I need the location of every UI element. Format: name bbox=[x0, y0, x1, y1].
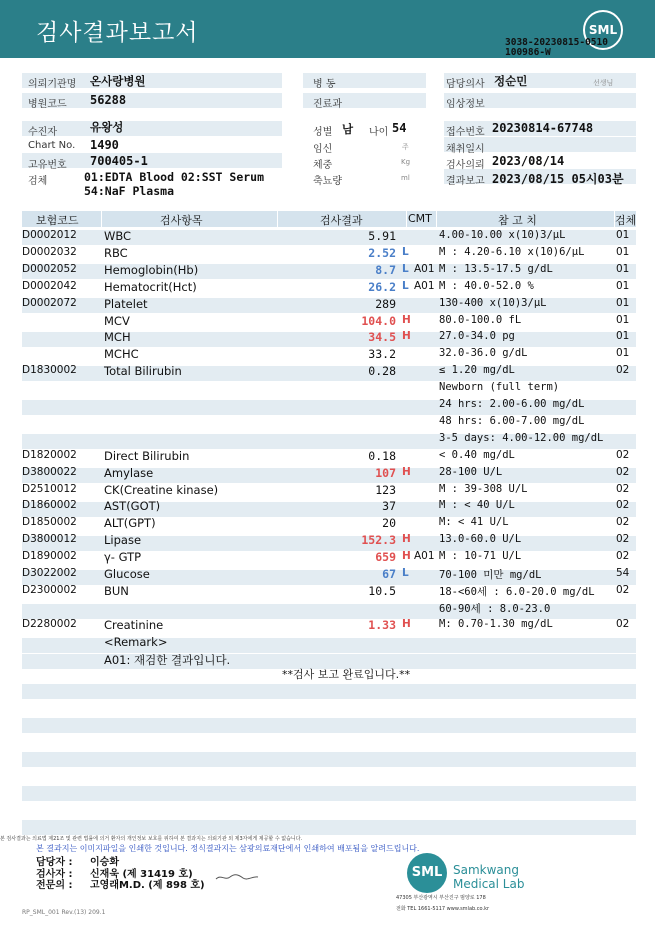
specimen-code: 01 bbox=[616, 296, 630, 309]
test-result: 20 bbox=[382, 516, 396, 531]
test-result: 8.7 bbox=[375, 262, 396, 277]
reference-range: M: 0.70-1.30 mg/dL bbox=[439, 617, 553, 630]
test-name: RBC bbox=[104, 245, 128, 260]
in-charge-value: 이승화 bbox=[90, 857, 119, 868]
report-complete-note: **검사 보고 완료입니다.** bbox=[282, 668, 411, 681]
insurance-code: D3800012 bbox=[22, 533, 77, 546]
sex-value: 남 bbox=[342, 122, 354, 136]
specimen-code: 01 bbox=[616, 279, 630, 292]
test-result: 123 bbox=[375, 482, 396, 497]
test-result: 34.5 bbox=[368, 330, 396, 345]
insurance-code: D0002032 bbox=[22, 245, 77, 258]
comment-code: A01 bbox=[414, 279, 435, 292]
column-divider bbox=[101, 211, 102, 227]
result-flag: L bbox=[402, 567, 409, 579]
specimen-value-1: 01:EDTA Blood 02:SST Serum bbox=[84, 170, 265, 184]
test-result: 0.28 bbox=[368, 364, 396, 379]
insurance-code: D1830002 bbox=[22, 364, 77, 377]
request-label: 검사의뢰 bbox=[446, 160, 485, 171]
result-flag: H bbox=[402, 617, 411, 630]
chart-value: 1490 bbox=[90, 138, 119, 152]
reference-range: M : 10-71 U/L bbox=[439, 550, 522, 563]
test-name: BUN bbox=[104, 583, 129, 598]
insurance-code: D2300002 bbox=[22, 583, 77, 596]
specimen-code: 54 bbox=[616, 567, 630, 579]
table-row bbox=[22, 650, 636, 667]
test-name: MCV bbox=[104, 313, 130, 328]
patient-value: 유왕성 bbox=[90, 120, 124, 134]
clinical-info-label: 임상정보 bbox=[446, 99, 485, 110]
fine-print: 본 검사결과는 의료법 제21조 및 관련 법률에 의거 환자의 개인정보 보호를 위하여 본 결과지는 의뢰기관 외 제3자에게 제공할 수 없습니다. bbox=[0, 836, 303, 842]
test-result: 10.5 bbox=[368, 583, 396, 598]
table-row bbox=[22, 582, 636, 599]
col-code-header: 보험코드 bbox=[36, 214, 79, 227]
specimen-code: 02 bbox=[616, 617, 630, 630]
hospital-label: 의뢰기관명 bbox=[28, 79, 77, 90]
reference-range: 70-100 미만 mg/dL bbox=[439, 569, 542, 581]
insurance-code: D0002052 bbox=[22, 262, 77, 275]
specimen-code: 02 bbox=[616, 465, 630, 478]
test-result: 659 bbox=[375, 550, 396, 565]
reference-range: M : 13.5-17.5 g/dL bbox=[439, 262, 553, 275]
specimen-code: 01 bbox=[616, 262, 630, 275]
table-row bbox=[22, 227, 636, 244]
column-divider bbox=[406, 211, 407, 227]
lab-name: Samkwang Medical Lab bbox=[453, 863, 525, 891]
specimen-code: 02 bbox=[616, 583, 630, 596]
test-name: CK(Creatine kinase) bbox=[104, 482, 219, 497]
info-stripe bbox=[22, 121, 282, 136]
specimen-code: 02 bbox=[616, 499, 630, 512]
specimen-label: 검체 bbox=[28, 176, 48, 187]
table-row bbox=[22, 481, 636, 498]
reference-range: 60-90세 : 8.0-23.0 bbox=[439, 602, 551, 615]
insurance-code: D2280002 bbox=[22, 617, 77, 630]
table-row bbox=[22, 464, 636, 481]
chart-label: Chart No. bbox=[28, 140, 76, 151]
test-name: MCH bbox=[104, 330, 131, 345]
hospital-value: 온사랑병원 bbox=[90, 74, 146, 88]
reference-range: M : 4.20-6.10 x(10)6/μL bbox=[439, 245, 585, 258]
column-divider bbox=[277, 211, 278, 227]
report-value: 2023/08/15 05시03분 bbox=[492, 172, 624, 186]
tester-value: 신재욱 (제 31419 호) bbox=[90, 869, 193, 880]
test-name: ALT(GPT) bbox=[104, 516, 156, 531]
col-result-header: 검사결과 bbox=[320, 214, 363, 227]
receipt-value: 20230814-67748 bbox=[492, 121, 594, 135]
collect-label: 채취일시 bbox=[446, 144, 485, 155]
table-row bbox=[22, 379, 636, 396]
ward-label: 병 동 bbox=[313, 79, 336, 90]
table-row bbox=[22, 328, 636, 345]
comment-code: A01 bbox=[414, 262, 435, 275]
test-result: 1.33 bbox=[368, 617, 396, 632]
results-table-header bbox=[22, 211, 636, 227]
test-name: WBC bbox=[104, 229, 132, 243]
sex-label: 성별 bbox=[313, 127, 333, 138]
result-flag: H bbox=[402, 465, 411, 478]
reference-range: 24 hrs: 2.00-6.00 mg/dL bbox=[439, 398, 585, 410]
test-name: γ- GTP bbox=[104, 550, 142, 565]
insurance-code: D0002012 bbox=[22, 229, 77, 241]
specimen-code: 02 bbox=[616, 448, 630, 461]
test-result: 289 bbox=[375, 296, 396, 311]
doctor-suffix: 선생님 bbox=[593, 79, 614, 87]
table-row bbox=[22, 261, 636, 278]
table-row bbox=[22, 514, 636, 531]
urine-label: 축뇨량 bbox=[313, 176, 342, 187]
table-row bbox=[22, 497, 636, 514]
insurance-code: D0002042 bbox=[22, 279, 77, 292]
unique-value: 700405-1 bbox=[90, 154, 148, 168]
request-value: 2023/08/14 bbox=[492, 154, 565, 168]
insurance-code: D1890002 bbox=[22, 550, 77, 563]
test-result: 67 bbox=[382, 567, 396, 581]
table-row bbox=[22, 531, 636, 548]
specimen-code: 01 bbox=[616, 347, 630, 360]
test-result: 2.52 bbox=[368, 245, 396, 260]
print-notice: 본 결과지는 이미지파일을 인쇄한 것입니다. 정식결과지는 삼광의료재단에서 인쇄하여 배포됨을 알려드립니다. bbox=[36, 844, 420, 853]
pregnancy-label: 임신 bbox=[313, 144, 333, 155]
result-flag: H bbox=[402, 330, 411, 343]
doctor-value: 정순민 bbox=[494, 74, 528, 88]
insurance-code: D2510012 bbox=[22, 482, 77, 495]
insurance-code: D0002072 bbox=[22, 296, 77, 309]
test-name: Lipase bbox=[104, 533, 142, 548]
insurance-code: D3800022 bbox=[22, 465, 77, 478]
column-divider bbox=[436, 211, 437, 227]
report-id: 3038-20230815-0510 100986-W bbox=[505, 37, 608, 58]
specimen-code: 01 bbox=[616, 313, 630, 326]
table-stripe bbox=[22, 684, 636, 699]
table-row bbox=[22, 548, 636, 565]
test-result: 33.2 bbox=[368, 347, 396, 362]
test-result: 107 bbox=[375, 465, 396, 480]
test-result: 5.91 bbox=[368, 229, 396, 243]
tester-label: 검사자 : bbox=[36, 869, 73, 880]
table-row bbox=[22, 447, 636, 464]
col-specimen-header: 검체 bbox=[615, 214, 637, 227]
reference-range: 130-400 x(10)3/μL bbox=[439, 296, 547, 309]
test-name: Total Bilirubin bbox=[104, 364, 182, 379]
result-flag: H bbox=[402, 313, 411, 326]
specialist-value: 고영래M.D. (제 898 호) bbox=[90, 880, 205, 891]
in-charge-label: 담당자 : bbox=[36, 857, 73, 868]
col-cmt-header: CMT bbox=[408, 212, 432, 225]
age-value: 54 bbox=[392, 121, 407, 135]
test-name: Platelet bbox=[104, 296, 148, 311]
test-name: MCHC bbox=[104, 347, 139, 362]
table-row bbox=[22, 599, 636, 616]
specimen-code: 02 bbox=[616, 364, 630, 377]
specimen-code: 02 bbox=[616, 550, 630, 563]
test-name: <Remark> bbox=[104, 634, 168, 649]
reference-range: 13.0-60.0 U/L bbox=[439, 533, 522, 546]
insurance-code: D1820002 bbox=[22, 448, 77, 461]
reference-range: 28-100 U/L bbox=[439, 465, 503, 478]
reference-range: M : < 40 U/L bbox=[439, 499, 515, 512]
test-name: Hematocrit(Hct) bbox=[104, 279, 197, 294]
table-row bbox=[22, 430, 636, 447]
reference-range: 18-<60세 : 6.0-20.0 mg/dL bbox=[439, 585, 595, 598]
reference-range: M : 39-308 U/L bbox=[439, 482, 528, 495]
table-row bbox=[22, 312, 636, 329]
weight-unit: Kg bbox=[401, 158, 411, 166]
unique-label: 고유번호 bbox=[28, 160, 67, 171]
col-item-header: 검사항목 bbox=[160, 214, 203, 227]
table-row bbox=[22, 413, 636, 430]
reference-range: < 0.40 mg/dL bbox=[439, 448, 515, 461]
table-stripe bbox=[22, 820, 636, 835]
specimen-code: 02 bbox=[616, 533, 630, 546]
table-row bbox=[22, 633, 636, 650]
specimen-code: 01 bbox=[616, 245, 630, 258]
reference-range: 3-5 days: 4.00-12.00 mg/dL bbox=[439, 431, 604, 444]
reference-range: ≤ 1.20 mg/dL bbox=[439, 364, 515, 377]
reference-range: 48 hrs: 6.00-7.00 mg/dL bbox=[439, 414, 585, 427]
insurance-code: D3022002 bbox=[22, 567, 77, 579]
report-title: 검사결과보고서 bbox=[36, 20, 199, 46]
reference-range: Newborn (full term) bbox=[439, 381, 560, 394]
hospital-code-label: 병원코드 bbox=[28, 99, 67, 110]
test-name: Amylase bbox=[104, 465, 154, 480]
reference-range: 32.0-36.0 g/dL bbox=[439, 347, 528, 360]
report-label: 결과보고 bbox=[446, 176, 485, 187]
test-result: 26.2 bbox=[368, 279, 396, 294]
result-flag: L bbox=[402, 262, 409, 275]
table-stripe bbox=[22, 718, 636, 733]
table-row bbox=[22, 362, 636, 379]
form-code: RP_SML_001 Rev.(13) 209.1 bbox=[22, 909, 106, 916]
table-row bbox=[22, 565, 636, 582]
specimen-code: 01 bbox=[616, 229, 630, 241]
result-flag: H bbox=[402, 533, 411, 546]
signature-icon bbox=[215, 872, 259, 882]
lab-logo-icon: SML bbox=[407, 853, 447, 893]
specimen-code: 02 bbox=[616, 516, 630, 529]
specimen-value-2: 54:NaF Plasma bbox=[84, 184, 175, 198]
comment-code: A01 bbox=[414, 550, 435, 563]
test-name: Glucose bbox=[104, 567, 150, 581]
specimen-code: 02 bbox=[616, 482, 630, 495]
table-row bbox=[22, 616, 636, 633]
dept-label: 진료과 bbox=[313, 99, 342, 110]
urine-unit: ml bbox=[401, 174, 410, 182]
receipt-label: 접수번호 bbox=[446, 127, 485, 138]
test-name: AST(GOT) bbox=[104, 499, 161, 514]
age-label: 나이 bbox=[369, 127, 389, 138]
test-name: Hemoglobin(Hb) bbox=[104, 262, 199, 277]
reference-range: 80.0-100.0 fL bbox=[439, 313, 522, 326]
hospital-code-value: 56288 bbox=[90, 93, 127, 107]
specialist-label: 전문의 : bbox=[36, 880, 73, 891]
reference-range: M : 40.0-52.0 % bbox=[439, 279, 534, 292]
test-result: 0.18 bbox=[368, 448, 396, 463]
result-flag: L bbox=[402, 245, 409, 258]
insurance-code: D1850002 bbox=[22, 516, 77, 529]
test-name: Direct Bilirubin bbox=[104, 448, 190, 463]
test-name: Creatinine bbox=[104, 617, 164, 632]
specimen-code: 01 bbox=[616, 330, 630, 343]
column-divider bbox=[614, 211, 615, 227]
table-row bbox=[22, 244, 636, 261]
test-result: 37 bbox=[382, 499, 396, 514]
result-flag: L bbox=[402, 279, 409, 292]
patient-label: 수진자 bbox=[28, 127, 57, 138]
lab-address: 47305 부산광역시 부산진구 범양로 178 전화 TEL 1661-5117 www.smlab.co.kr bbox=[396, 895, 490, 912]
test-result: 152.3 bbox=[361, 533, 396, 548]
test-name: A01: 재검한 결과입니다. bbox=[104, 652, 231, 667]
table-row bbox=[22, 396, 636, 413]
doctor-label: 담당의사 bbox=[446, 79, 485, 90]
table-stripe bbox=[22, 786, 636, 801]
col-ref-header: 참 고 치 bbox=[498, 214, 537, 227]
sml-logo-icon: SML bbox=[583, 10, 623, 50]
weight-label: 체중 bbox=[313, 160, 333, 171]
table-row bbox=[22, 345, 636, 362]
insurance-code: D1860002 bbox=[22, 499, 77, 512]
table-row bbox=[22, 295, 636, 312]
reference-range: 27.0-34.0 pg bbox=[439, 330, 515, 343]
pregnancy-unit: 주 bbox=[402, 143, 409, 151]
table-row bbox=[22, 278, 636, 295]
reference-range: 4.00-10.00 x(10)3/μL bbox=[439, 229, 566, 241]
result-flag: H bbox=[402, 550, 411, 563]
table-stripe bbox=[22, 752, 636, 767]
reference-range: M: < 41 U/L bbox=[439, 516, 509, 529]
test-result: 104.0 bbox=[361, 313, 396, 328]
